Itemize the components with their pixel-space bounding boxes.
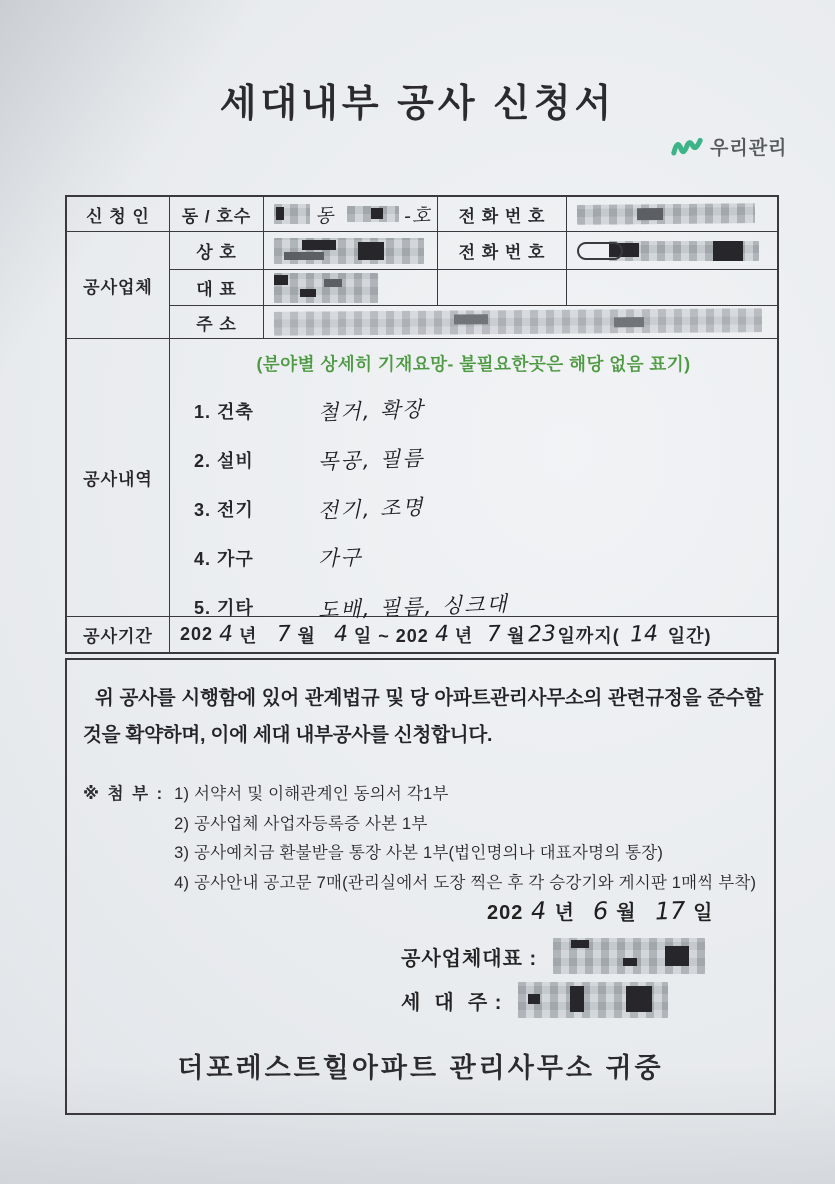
redacted-company-phone bbox=[609, 241, 759, 261]
detail-handwriting-5: 도배, 필름, 싱크대 bbox=[317, 591, 510, 623]
period-printed-1: 202 bbox=[180, 624, 214, 644]
dong-ho-label: 동 / 호수 bbox=[170, 197, 264, 232]
period-label: 공사기간 bbox=[67, 617, 170, 652]
ceo-row-empty-cell bbox=[438, 270, 567, 306]
redacted-dong-number bbox=[274, 204, 310, 224]
pledge-text: 위 공사를 시행함에 있어 관계법규 및 당 아파트관리사무소의 관련규정을 준수할 것을 확약하며, 이에 세대 내부공사를 신청합니다. bbox=[83, 687, 763, 746]
address-value-field bbox=[264, 306, 777, 339]
company-phone-label: 전 화 번 호 bbox=[438, 232, 567, 270]
redacted-householder-signature bbox=[518, 982, 668, 1018]
detail-label-1: 1. 건축 bbox=[194, 402, 254, 422]
date-printed-day: 일 bbox=[693, 902, 714, 924]
detail-handwriting-1: 철거, 확장 bbox=[317, 397, 425, 425]
ceo-label: 대 표 bbox=[170, 270, 264, 306]
period-printed-2: 년 bbox=[239, 625, 258, 646]
period-hw-month2: 7 bbox=[486, 621, 502, 648]
redacted-ho-number bbox=[347, 206, 399, 222]
date-printed-year-prefix: 202 bbox=[487, 902, 524, 924]
company-phone-value-field bbox=[567, 232, 777, 270]
redacted-applicant-phone bbox=[577, 203, 755, 225]
redacted-company-rep-signature bbox=[553, 938, 705, 974]
period-hw-day1: 4 bbox=[333, 621, 349, 648]
detail-item-3 bbox=[194, 493, 777, 523]
attachment-item-1: 1) 서약서 및 이해관계인 동의서 각1부 bbox=[174, 785, 449, 803]
detail-item-2 bbox=[194, 444, 777, 474]
date-hw-day: 17 bbox=[654, 896, 686, 926]
dong-ho-handwriting-ho: -호 bbox=[404, 204, 433, 227]
company-label: 공사업체 bbox=[67, 232, 170, 339]
period-hw-duration: 14 bbox=[629, 621, 659, 648]
period-printed-7: 일까지( bbox=[557, 625, 620, 646]
attachments-label: ※ 첨 부 : bbox=[83, 785, 165, 803]
trade-name-label: 상 호 bbox=[170, 232, 264, 270]
details-notice: (분야별 상세히 기재요망- 불필요한곳은 해당 없음 표기) bbox=[256, 354, 691, 374]
period-hw-month1: 7 bbox=[277, 621, 292, 648]
woori-logo-icon bbox=[670, 135, 704, 159]
signature-date bbox=[487, 896, 713, 925]
ceo-row-empty-value bbox=[567, 270, 777, 306]
detail-label-4: 4. 가구 bbox=[194, 549, 254, 569]
detail-item-4 bbox=[194, 542, 777, 572]
attachment-item-2: 2) 공사업체 사업자등록증 사본 1부 bbox=[174, 814, 428, 833]
detail-handwriting-4: 가구 bbox=[317, 545, 364, 571]
householder-label: 세 대 주 : bbox=[401, 991, 503, 1014]
attachments-section bbox=[83, 780, 756, 898]
detail-label-3: 3. 전기 bbox=[194, 500, 254, 520]
ceo-value-field bbox=[264, 270, 438, 306]
redacted-ceo-name bbox=[274, 273, 378, 303]
detail-label-5: 5. 기타 bbox=[194, 598, 254, 618]
period-printed-5: 년 bbox=[454, 625, 474, 646]
applicant-info-table bbox=[65, 195, 779, 654]
detail-item-1 bbox=[194, 395, 777, 425]
period-printed-6: 월 bbox=[507, 625, 526, 646]
period-hw-year2: 4 bbox=[434, 621, 450, 648]
trade-name-value-field bbox=[264, 232, 438, 270]
company-rep-label: 공사업체대표 : bbox=[401, 947, 538, 970]
detail-label-2: 2. 설비 bbox=[194, 451, 254, 471]
company-rep-signature-line bbox=[401, 938, 705, 974]
address-label: 주 소 bbox=[170, 306, 264, 339]
date-hw-year: 4 bbox=[530, 896, 548, 926]
addressee-line: 더포레스트힐아파트 관리사무소 귀중 bbox=[177, 1053, 664, 1083]
date-printed-month: 월 bbox=[616, 902, 637, 924]
pen-circle-mark bbox=[577, 242, 623, 260]
redacted-address bbox=[274, 308, 762, 335]
attachments-list bbox=[174, 780, 756, 898]
woori-management-logo bbox=[670, 133, 787, 160]
period-hw-year1: 4 bbox=[218, 621, 234, 648]
detail-item-5 bbox=[194, 591, 777, 621]
woori-logo-text: 우리관리 bbox=[710, 138, 788, 159]
attachment-item-4: 4) 공사안내 공고문 7매(관리실에서 도장 찍은 후 각 승강기와 게시판 1매씩 부착) bbox=[174, 873, 757, 892]
redacted-trade-name bbox=[274, 238, 424, 264]
date-printed-year: 년 bbox=[554, 902, 575, 924]
page-title: 세대내부 공사 신청서 bbox=[219, 83, 616, 125]
period-value-field bbox=[170, 617, 777, 652]
date-hw-month: 6 bbox=[592, 896, 609, 926]
applicant-phone-label: 전 화 번 호 bbox=[438, 197, 567, 232]
detail-handwriting-3: 전기, 조명 bbox=[317, 495, 425, 523]
period-printed-4: 일 ~ 202 bbox=[353, 625, 429, 646]
period-printed-8: 일간) bbox=[667, 625, 712, 646]
attachment-item-3: 3) 공사예치금 환불받을 통장 사본 1부(법인명의나 대표자명의 통장) bbox=[174, 844, 664, 862]
dong-ho-value-field bbox=[264, 197, 438, 232]
applicant-label: 신 청 인 bbox=[67, 197, 170, 232]
applicant-phone-value-field bbox=[567, 197, 777, 232]
detail-handwriting-2: 목공, 필름 bbox=[317, 446, 425, 474]
period-hw-day2: 23 bbox=[527, 621, 556, 648]
householder-signature-line bbox=[401, 982, 668, 1018]
pledge-and-signature-box bbox=[65, 658, 776, 1115]
details-label: 공사내역 bbox=[67, 339, 170, 617]
details-body bbox=[170, 339, 777, 623]
period-printed-3: 월 bbox=[297, 625, 316, 646]
dong-ho-handwriting-dong: 동 bbox=[314, 204, 335, 227]
